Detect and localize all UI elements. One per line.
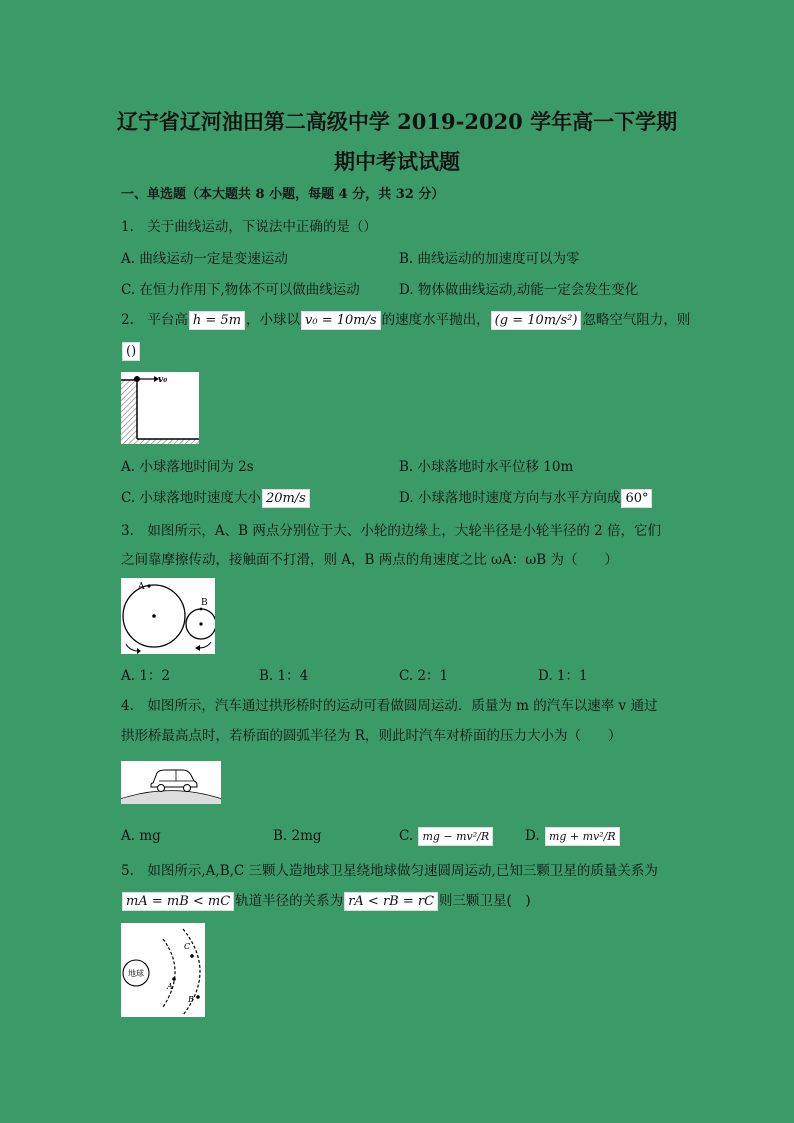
q4-stem-line-2: 拱形桥最高点时，若桥面的圆弧半径为 R，则此时汽车对桥面的压力大小为（ ）: [121, 728, 622, 744]
q5-stem-text-3: 则三颗卫星( ): [439, 893, 531, 909]
q2-option-d: [399, 489, 653, 508]
q3-option-b: B. 1：4: [259, 668, 309, 684]
q4-option-d-text: D.: [525, 828, 540, 844]
q2-math-height: h = 5m: [189, 311, 245, 330]
q2-figure-v0-label: v₀: [158, 375, 168, 385]
q2-option-b: B. 小球落地时水平位移 10m: [399, 459, 574, 475]
q4-stem-line-1: 4. 如图所示，汽车通过拱形桥时的运动可看做圆周运动．质量为 m 的汽车以速率 v 通过: [121, 698, 658, 714]
q4-option-c-text: C.: [399, 828, 414, 844]
q4-option-c-math: mg − mv²/R: [418, 827, 493, 846]
q4-bridge-car-figure: [121, 761, 221, 804]
q3-figure-label-a: A: [138, 582, 145, 592]
q2-option-c: [121, 489, 311, 508]
q5-math-mass: mA = mB < mC: [122, 892, 234, 911]
section-heading: 一、单选题（本大题共 8 小题，每题 4 分，共 32 分）: [121, 187, 445, 202]
q2-option-c-math: 20m/s: [262, 489, 310, 508]
q2-option-a: A. 小球落地时间为 2s: [121, 459, 254, 475]
q2-parentheses: (): [122, 342, 140, 361]
q5-stem-text-2: 轨道半径的关系为: [235, 893, 344, 909]
q2-math-gravity: (g = 10m/s²): [491, 311, 582, 330]
q2-stem: [121, 311, 690, 330]
q1-option-d: D. 物体做曲线运动,动能一定会发生变化: [399, 282, 639, 298]
q2-option-c-text: C. 小球落地时速度大小: [121, 490, 261, 506]
q5-figure-label-a: A: [167, 982, 173, 991]
q3-option-c: C. 2：1: [399, 668, 449, 684]
q1-option-a: A. 曲线运动一定是变速运动: [121, 251, 288, 267]
q2-math-velocity: v₀ = 10m/s: [301, 311, 381, 330]
q5-figure-label-b: B: [188, 995, 194, 1004]
q3-option-a: A. 1：2: [121, 668, 171, 684]
q5-figure-earth-label: 地球: [128, 969, 144, 978]
q4-option-d: [525, 827, 621, 846]
q1-option-c: C. 在恒力作用下,物体不可以做曲线运动: [121, 282, 360, 298]
q1-option-b: B. 曲线运动的加速度可以为零: [399, 251, 580, 267]
q1-stem: 1. 关于曲线运动，下说法中正确的是（）: [121, 219, 377, 235]
q5-stem-line-1: 5. 如图所示,A,B,C 三颗人造地球卫星绕地球做匀速圆周运动,已知三颗卫星的质量关系为: [121, 863, 658, 879]
title-line-1: 辽宁省辽河油田第二高级中学 2019-2020 学年高一下学期: [116, 109, 678, 134]
q2-stem-text-4: 忽略空气阻力，则: [582, 312, 691, 328]
q5-figure-label-c: C: [184, 942, 191, 951]
q4-option-b: B. 2mg: [273, 828, 322, 844]
title-line-2: 期中考试试题: [334, 149, 460, 174]
q5-math-radius: rA < rB = rC: [344, 892, 438, 911]
q3-wheels-figure: [121, 578, 215, 654]
q3-stem-line-1: 3. 如图所示，A、B 两点分别位于大、小轮的边缘上，大轮半径是小轮半径的 2 倍，它们: [121, 523, 662, 539]
q3-option-d: D. 1：1: [538, 668, 588, 684]
q2-stem-text-2: ，小球以: [246, 312, 301, 328]
q3-stem-line-2: 之间靠摩擦传动，接触面不打滑，则 A，B 两点的角速度之比 ωA：ωB 为（ ）: [121, 552, 619, 568]
q5-stem-line-2: [121, 892, 531, 911]
q4-option-a: A. mg: [121, 828, 161, 844]
q4-option-d-math: mg + mv²/R: [545, 827, 620, 846]
q2-option-d-math: 60°: [621, 489, 652, 508]
q2-option-d-text: D. 小球落地时速度方向与水平方向成: [399, 490, 621, 506]
q2-stem-text-1: 2. 平台高: [121, 312, 188, 328]
q3-figure-label-b: B: [201, 598, 208, 608]
q2-stem-line-2: [121, 342, 141, 361]
q2-platform-figure: [121, 372, 199, 444]
q2-stem-text-3: 的速度水平抛出，: [381, 312, 490, 328]
q5-satellite-figure: [121, 923, 205, 1017]
q4-option-c: [399, 827, 494, 846]
